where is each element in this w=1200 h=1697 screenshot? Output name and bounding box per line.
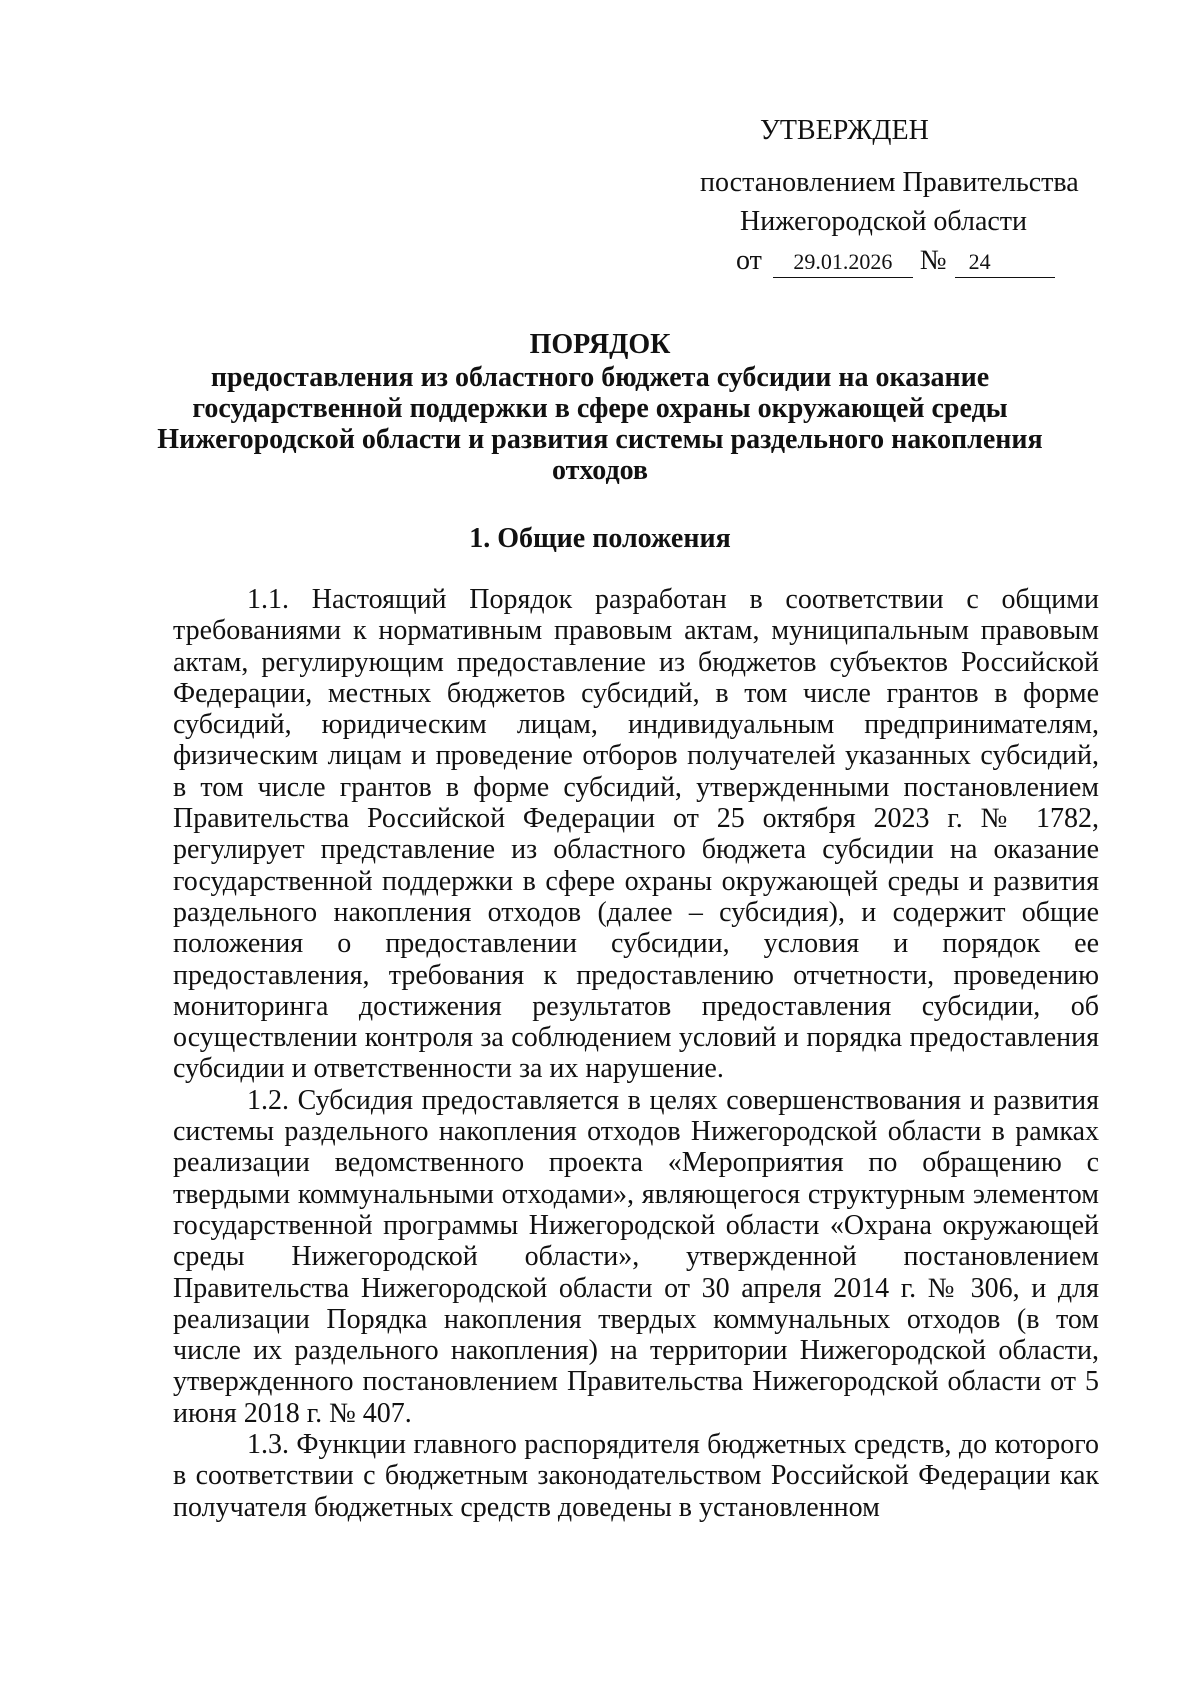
section-heading: 1. Общие положения [469, 523, 731, 554]
paragraph-1-2: 1.2. Субсидия предоставляется в целях совершенствования и развития системы раздельного накопления отходов Нижегородской области в рамках реализации ведомственного проекта «Мероприятия по обращению с твердыми коммунальными отходами», являющегося структурным элементом государственной программы Нижегородской области «Охрана окружающей среды Нижегородской области», утвержденной постановлением Правительства Нижегородской области от 30 апреля 2014 г. № 306, и для реализации Порядка накопления твердых коммунальных отходов (в том числе их раздельного накопления) на территории Нижегородской области, утвержденного постановлением Правительства Нижегородской области от 5 июня 2018 г. № 407. [173, 1084, 1099, 1429]
document-title: ПОРЯДОК [529, 329, 671, 360]
approval-number: 24 [955, 247, 1055, 278]
section-body [173, 584, 1099, 1523]
approval-stamp: УТВЕРЖДЕН [760, 115, 929, 146]
approval-date: 29.01.2026 [773, 247, 913, 278]
paragraph-1-3: 1.3. Функции главного распорядителя бюджетных средств, до которого в соответствии с бюджетным законодательством Российской Федерации как получателя бюджетных средств доведены в установленном [173, 1429, 1099, 1523]
number-sign: № [919, 245, 947, 276]
paragraph-1-1: 1.1. Настоящий Порядок разработан в соответствии с общими требованиями к нормативным правовым актам, муниципальным правовым актам, регулирующим предоставление из бюджетов субъектов Российской Федерации, местных бюджетов субсидий, в том числе грантов в форме субсидий, юридическим лицам, индивидуальным предпринимателям, физическим лицам и проведение отборов получателей указанных субсидий, в том числе грантов в форме субсидий, утвержденными постановлением Правительства Российской Федерации от 25 октября 2023 г. № 1782, регулирует представление из областного бюджета субсидии на оказание государственной поддержки в сфере охраны окружающей среды и развития раздельного накопления отходов (далее – субсидия), и содержит общие положения о предоставлении субсидии, условия и порядок ее предоставления, требования к предоставлению отчетности, проведению мониторинга достижения результатов предоставления субсидии, об осуществлении контроля за соблюдением условий и порядка предоставления субсидии и ответственности за их нарушение. [173, 584, 1099, 1085]
approval-date-line [736, 242, 1055, 280]
approval-by-line: постановлением Правительства [700, 167, 1079, 198]
document-subtitle: предоставления из областного бюджета субсидии на оказание государственной поддержки в сфере охраны окружающей среды Нижегородской области и развития системы раздельного накопления отходов [157, 362, 1043, 486]
date-prefix: от [736, 245, 762, 276]
approval-region-line: Нижегородской области [740, 206, 1028, 237]
